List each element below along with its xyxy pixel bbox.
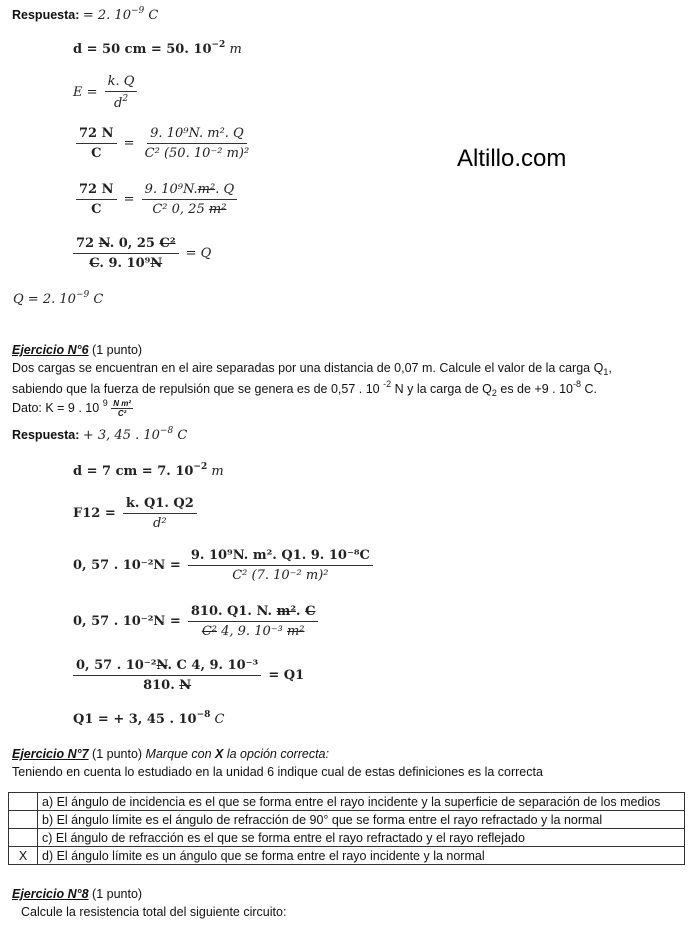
- field-step-1: $\frac{72 N}{C}$ = $\frac{\text{9. 10⁹N. m². Q}}{\text{C² (50. 10⁻² m)²}}$: [73, 126, 255, 161]
- field-step-3: $\frac{\text{72 N. 0, 25 C²}}{\text{C. 9. 10⁹N}}$ = Q: [73, 236, 211, 271]
- option-row[interactable]: [9, 811, 685, 829]
- ex6-force-formula: F12 = $\frac{k. Q1. Q2}{\text{d²}}$: [73, 496, 200, 531]
- ex8-heading: Ejercicio N°8 (1 punto): [12, 887, 143, 901]
- ex7-title: Ejercicio N°7: [12, 747, 89, 761]
- ex8-statement: Calcule la resistencia total del siguiente circuito:: [21, 905, 287, 919]
- ex6-step-3: $\frac{\text{0, 57 . 10⁻²N. C 4, 9. 10⁻³}}{810. N}$ = Q1: [73, 658, 304, 693]
- ex7-options-table: [8, 792, 685, 865]
- ex6-title: Ejercicio N°6: [12, 343, 89, 357]
- field-formula: E = $\frac{k. Q}{d^2}$: [73, 74, 140, 111]
- ex7-intro: Teniendo en cuenta lo estudiado en la unidad 6 indique cual de estas definiciones es la correcta: [12, 765, 543, 779]
- ex6-respuesta: Respuesta: + 3, 45 . $10^{-8}$ C: [12, 426, 188, 443]
- option-mark-cell[interactable]: [9, 811, 38, 829]
- option-row[interactable]: [9, 829, 685, 847]
- ex6-step-1: 0, 57 . 10⁻²N = $\frac{\text{9. 10⁹N. m². Q1. 9. 10⁻⁸C}}{\text{C² (7. 10⁻² m)²}}$: [73, 548, 376, 583]
- ex6-statement-line2: sabiendo que la fuerza de repulsión que se genera es de 0,57 . 10 $^{-2}$ N y la carga de $Q_2$ es de +9 . $10^{-8}$ C.: [12, 379, 597, 398]
- ex6-statement-line1: Dos cargas se encuentran en el aire separadas por una distancia de 0,07 m. Calcule el valor de la carga $Q_1$,: [12, 361, 612, 377]
- option-mark-cell[interactable]: [9, 829, 38, 847]
- option-mark-cell[interactable]: X: [9, 847, 38, 865]
- watermark: Altillo.com: [457, 145, 567, 172]
- ex7-heading: Ejercicio N°7 (1 punto) Marque con X la opción correcta:: [12, 747, 329, 761]
- option-text: d) El ángulo límite es un ángulo que se forma entre el rayo incidente y la normal: [38, 847, 685, 865]
- final-answer-top: Q = 2. $10^{-9}$ C: [13, 290, 104, 307]
- option-row[interactable]: [9, 847, 685, 865]
- option-row[interactable]: [9, 793, 685, 811]
- ex6-heading: Ejercicio N°6 (1 punto): [12, 343, 143, 357]
- option-text: b) El ángulo límite es el ángulo de refracción de 90° que se forma entre el rayo refractado y la normal: [38, 811, 685, 829]
- ex6-dato: Dato: K = 9 . 10 $^9$ $\frac{\text{N m²}}{\text{C²}}$: [12, 398, 131, 419]
- option-text: a) El ángulo de incidencia es el que se forma entre el rayo incidente y la superficie de separación de los medios: [38, 793, 685, 811]
- option-text: c) El ángulo de refracción es el que se forma entre el rayo refractado y el rayo reflejado: [38, 829, 685, 847]
- respuesta-value: = 2. $10^{-9}$ C: [82, 6, 159, 23]
- distance-equation-top: d = 50 cm = 50. $10^{-2}$ m: [73, 40, 242, 57]
- ex6-step-2: 0, 57 . 10⁻²N = $\frac{\text{810. Q1. N. m². C}}{\text{C² 4, 9. 10⁻³ m²}}$: [73, 604, 321, 639]
- option-mark-cell[interactable]: [9, 793, 38, 811]
- ex6-final-answer: Q1 = + 3, 45 . $10^{-8}$ C: [73, 710, 225, 727]
- field-step-2: $\frac{72 N}{C}$ = $\frac{\text{9. 10⁹N.m². Q}}{\text{C² 0, 25 m²}}$: [73, 182, 240, 217]
- ex6-distance-equation: d = 7 cm = 7. $10^{-2}$ m: [73, 462, 224, 479]
- ex8-title: Ejercicio N°8: [12, 887, 89, 901]
- respuesta-label: Respuesta:: [12, 8, 80, 22]
- respuesta-line-top: [12, 6, 158, 23]
